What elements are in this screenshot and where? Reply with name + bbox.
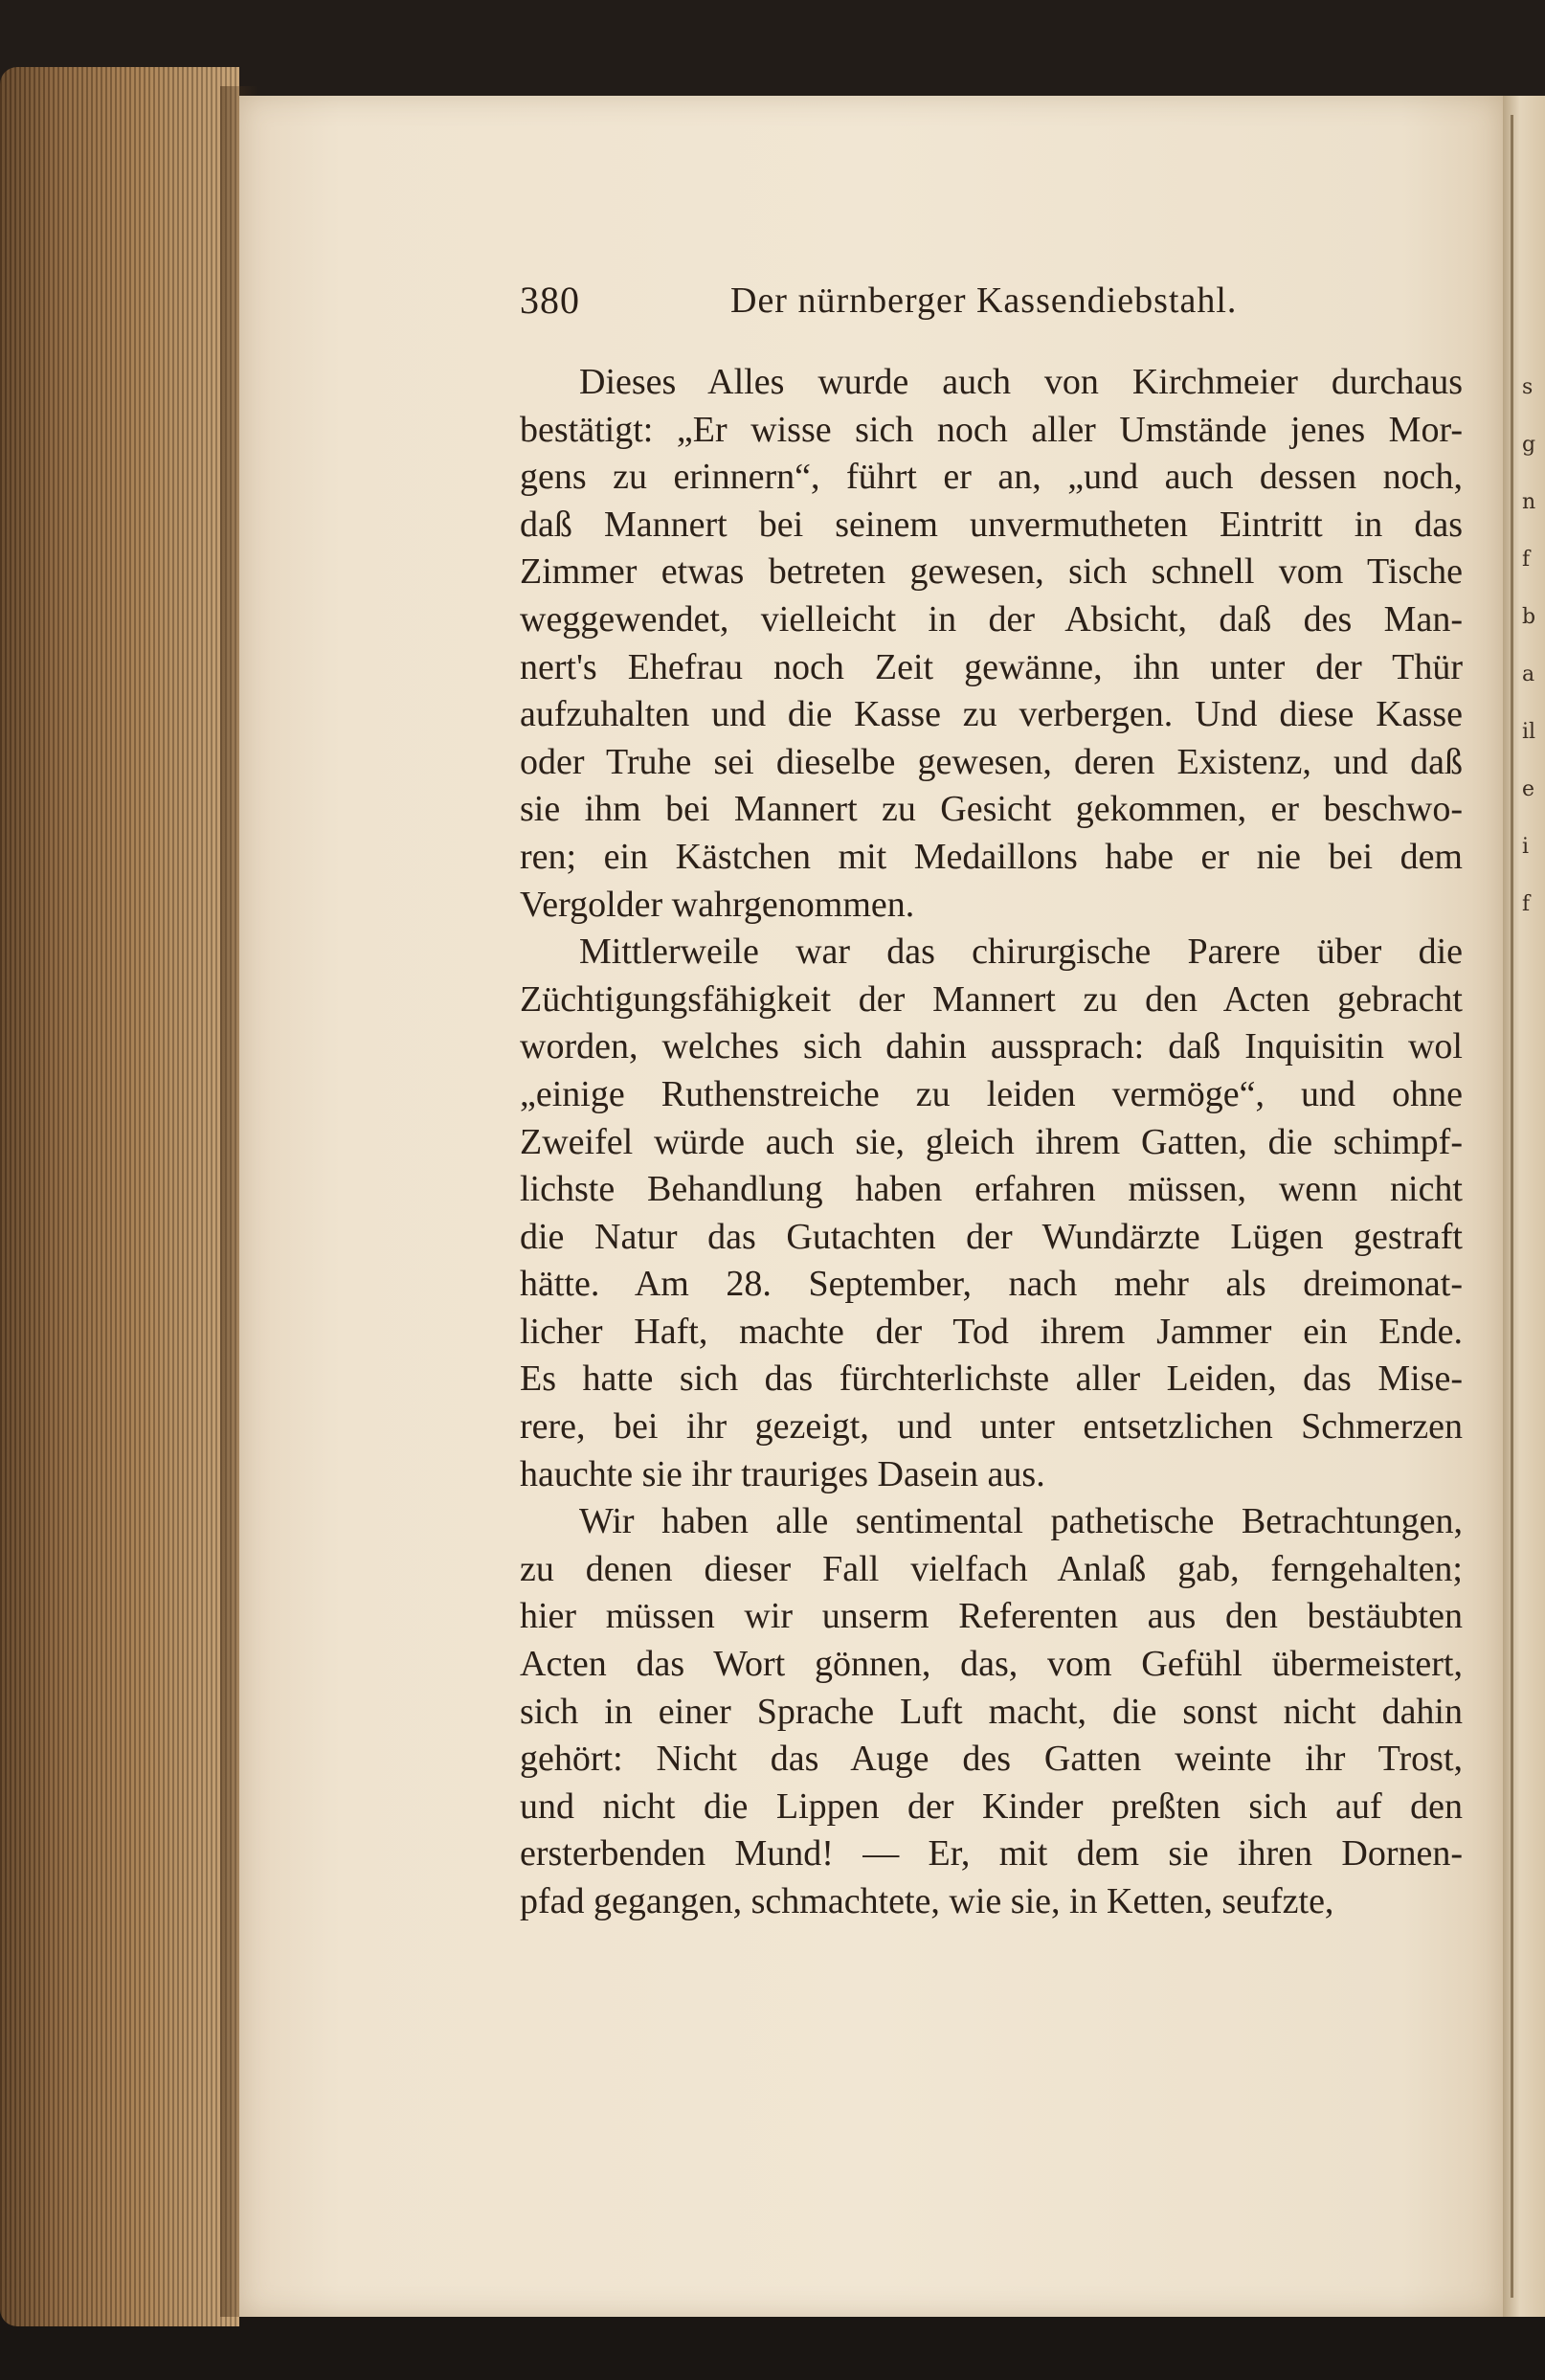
text-line: „einige Ruthenstreiche zu leiden vermöge“, und ohne: [520, 1073, 1463, 1114]
text-line: hauchte sie ihr trauriges Dasein aus.: [520, 1453, 1045, 1494]
text-line: oder Truhe sei dieselbe gewesen, deren Existenz, und daß: [520, 741, 1463, 782]
text-line: Vergolder wahrgenommen.: [520, 884, 915, 925]
text-line: pfad gegangen, schmachtete, wie sie, in Ketten, seufzte,: [520, 1881, 1334, 1921]
facing-fragment: il: [1522, 720, 1536, 744]
text-line: licher Haft, machte der Tod ihrem Jammer ein Ende.: [520, 1311, 1463, 1352]
facing-fragment: a: [1522, 662, 1535, 686]
text-line: nert's Ehefrau noch Zeit gewänne, ihn unter der Thür: [520, 646, 1463, 687]
text-line: Zimmer etwas betreten gewesen, sich schnell vom Tische: [520, 551, 1463, 593]
facing-fragment: s: [1522, 375, 1534, 399]
text-line: Zweifel würde auch sie, gleich ihrem Gatten, die schimpf-: [520, 1121, 1463, 1162]
text-line: worden, welches sich dahin aussprach: daß Inquisitin wol: [520, 1026, 1463, 1067]
text-line: sie ihm bei Mannert zu Gesicht gekommen, er beschwo-: [520, 789, 1463, 830]
text-line: ersterbenden Mund! — Er, mit dem sie ihren Dornen-: [520, 1833, 1463, 1875]
facing-fragment: f: [1522, 548, 1531, 572]
text-line: hätte. Am 28. September, nach mehr als dreimonat-: [520, 1264, 1463, 1305]
text-line: lichste Behandlung haben erfahren müssen, wenn nicht: [520, 1169, 1463, 1210]
running-title: Der nürnberger Kassendiebstahl.: [730, 281, 1238, 321]
text-line: bestätigt: „Er wisse sich noch aller Umstände jenes Mor-: [520, 409, 1463, 450]
facing-fragment: n: [1522, 490, 1536, 514]
facing-fragment: f: [1522, 892, 1531, 916]
body-text: [520, 359, 1463, 1926]
text-line: gehört: Nicht das Auge des Gatten weinte ihr Trost,: [520, 1739, 1463, 1780]
text-line: die Natur das Gutachten der Wundärzte Lügen gestraft: [520, 1216, 1463, 1257]
facing-page-text: [1522, 359, 1541, 933]
paragraph: [520, 1498, 1463, 1925]
page-header: [520, 278, 1467, 335]
facing-fragment: e: [1522, 777, 1535, 801]
text-line: Mittlerweile war das chirurgische Parere über die: [579, 932, 1463, 973]
text-line: Dieses Alles wurde auch von Kirchmeier durchaus: [579, 362, 1463, 402]
text-line: Acten das Wort gönnen, das, vom Gefühl übermeistert,: [520, 1644, 1463, 1685]
book-page-block: [0, 67, 239, 2326]
text-line: daß Mannert bei seinem unvermutheten Eintritt in das: [520, 504, 1463, 545]
paragraph: [520, 359, 1463, 929]
text-line: sich in einer Sprache Luft macht, die sonst nicht dahin: [520, 1691, 1463, 1732]
text-line: Wir haben alle sentimental pathetische Betrachtungen,: [579, 1501, 1463, 1542]
text-line: Züchtigungsfähigkeit der Mannert zu den Acten gebracht: [520, 978, 1463, 1020]
text-line: gens zu erinnern“, führt er an, „und auch dessen noch,: [520, 457, 1463, 498]
text-line: aufzuhalten und die Kasse zu verbergen. Und diese Kasse: [520, 694, 1463, 735]
text-line: hier müssen wir unserm Referenten aus den bestäubten: [520, 1596, 1463, 1637]
page-number: 380: [520, 279, 580, 322]
gutter-line: [1511, 115, 1513, 2298]
text-line: rere, bei ihr gezeigt, und unter entsetzlichen Schmerzen: [520, 1406, 1463, 1448]
text-line: weggewendet, vielleicht in der Absicht, daß des Man-: [520, 598, 1463, 640]
paragraph: [520, 929, 1463, 1498]
text-line: zu denen dieser Fall vielfach Anlaß gab, ferngehalten;: [520, 1548, 1463, 1589]
facing-fragment: b: [1522, 605, 1536, 629]
facing-fragment: g: [1522, 433, 1536, 457]
text-line: und nicht die Lippen der Kinder preßten sich auf den: [520, 1785, 1463, 1827]
text-line: ren; ein Kästchen mit Medaillons habe er nie bei dem: [520, 836, 1463, 877]
text-line: Es hatte sich das fürchterlichste aller Leiden, das Mise-: [520, 1358, 1463, 1400]
facing-fragment: i: [1522, 835, 1530, 859]
